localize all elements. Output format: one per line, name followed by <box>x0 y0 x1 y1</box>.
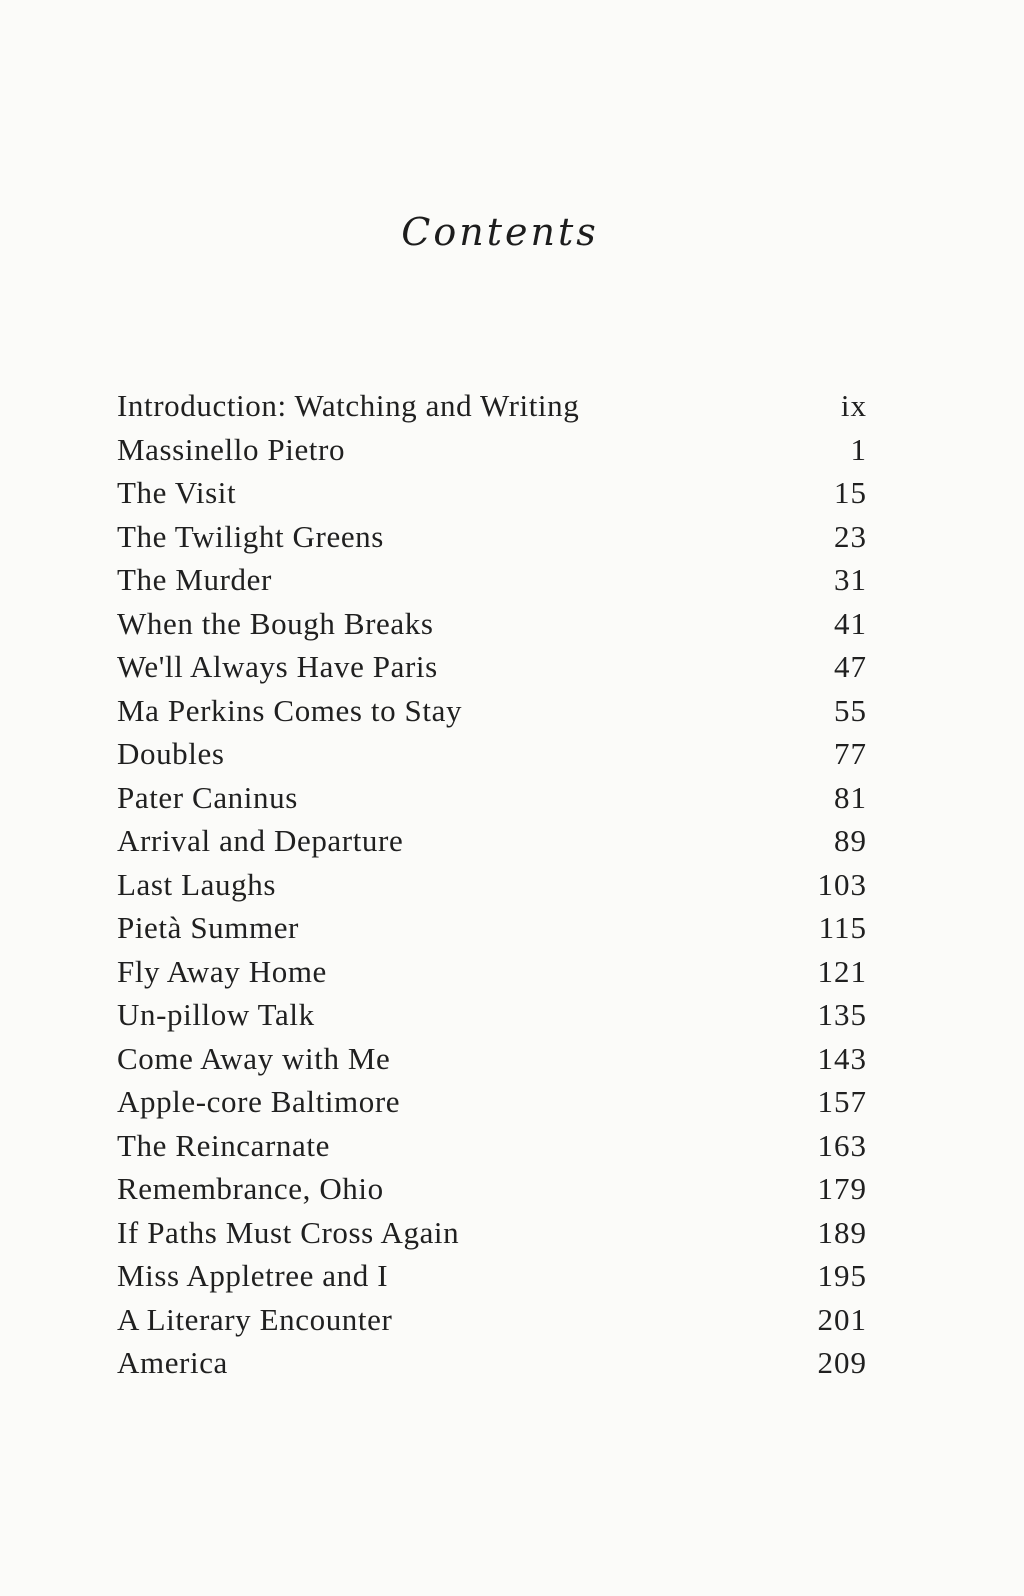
toc-entry <box>117 736 867 780</box>
toc-entry <box>117 1258 867 1302</box>
toc-entry <box>117 1084 867 1128</box>
toc-entry-title: Pietà Summer <box>117 910 299 945</box>
page-title: Contents <box>401 210 599 254</box>
toc-entry <box>117 823 867 867</box>
toc-entry-title: The Murder <box>117 562 272 597</box>
toc-entry-title: Massinello Pietro <box>117 431 346 467</box>
toc-entry <box>117 954 867 998</box>
toc-entry-title: Miss Appletree and I <box>117 1258 389 1293</box>
toc-entry <box>117 910 867 954</box>
toc-entry-title: A Literary Encounter <box>117 1301 393 1337</box>
toc-entry <box>117 606 867 650</box>
toc-entry-page: 77 <box>834 736 867 771</box>
toc-entry-page: 163 <box>817 1127 867 1163</box>
toc-entry <box>117 1302 867 1346</box>
toc-entry-page: 115 <box>818 910 867 945</box>
toc-entry-page: 55 <box>834 692 867 728</box>
toc-entry <box>117 649 867 693</box>
toc-entry-title: Come Away with Me <box>117 1040 391 1076</box>
toc-entry-page: 15 <box>834 475 867 510</box>
toc-entry-title: We'll Always Have Paris <box>117 649 438 684</box>
toc-entry <box>117 1345 867 1389</box>
toc-entry-page: 143 <box>817 1040 867 1076</box>
toc-entry-title: Ma Perkins Comes to Stay <box>117 692 463 728</box>
toc-entry-title: The Reincarnate <box>117 1127 330 1163</box>
toc-entry-page: 47 <box>834 649 867 684</box>
toc-entry-page: 31 <box>834 562 867 597</box>
toc-entry-title: Introduction: Watching and Writing <box>117 388 580 423</box>
toc-entry-page: 209 <box>817 1345 867 1380</box>
toc-entry <box>117 780 867 824</box>
toc-entry-title: Remembrance, Ohio <box>117 1171 384 1206</box>
toc-entry-title: Fly Away Home <box>117 953 327 989</box>
toc-entry-page: 121 <box>817 953 867 989</box>
toc-entry-title: Last Laughs <box>117 866 276 902</box>
toc-entry <box>117 1041 867 1085</box>
toc-entry-page: 195 <box>817 1258 867 1293</box>
toc-entry <box>117 693 867 737</box>
toc-entry-title: America <box>117 1345 228 1380</box>
toc-entry-title: The Visit <box>117 475 237 510</box>
toc-entry <box>117 867 867 911</box>
toc-entry <box>117 997 867 1041</box>
toc-entry <box>117 1128 867 1172</box>
table-of-contents <box>117 388 867 1389</box>
toc-entry <box>117 475 867 519</box>
toc-entry <box>117 432 867 476</box>
toc-entry-page: 89 <box>834 823 867 858</box>
toc-entry-page: 1 <box>850 431 867 467</box>
toc-entry-page: 41 <box>834 605 867 641</box>
toc-entry-page: 103 <box>817 866 867 902</box>
toc-entry-page: 23 <box>834 518 867 554</box>
toc-entry-page: 135 <box>817 997 867 1032</box>
toc-entry-title: Apple-core Baltimore <box>117 1084 401 1119</box>
toc-entry-page: 179 <box>817 1171 867 1206</box>
toc-entry-page: 81 <box>834 779 867 815</box>
toc-entry-title: Arrival and Departure <box>117 823 404 858</box>
toc-entry-page: ix <box>840 388 867 423</box>
toc-entry <box>117 519 867 563</box>
toc-entry <box>117 1215 867 1259</box>
toc-entry <box>117 1171 867 1215</box>
toc-entry-title: The Twilight Greens <box>117 518 384 554</box>
toc-entry-title: Pater Caninus <box>117 779 298 815</box>
toc-entry-page: 157 <box>817 1084 867 1119</box>
toc-entry <box>117 562 867 606</box>
toc-entry-title: Doubles <box>117 736 225 771</box>
toc-entry-page: 189 <box>817 1214 867 1250</box>
toc-entry-page: 201 <box>817 1301 867 1337</box>
toc-entry-title: When the Bough Breaks <box>117 605 434 641</box>
toc-entry-title: If Paths Must Cross Again <box>117 1214 460 1250</box>
toc-entry-title: Un-pillow Talk <box>117 997 315 1032</box>
toc-entry <box>117 388 867 432</box>
